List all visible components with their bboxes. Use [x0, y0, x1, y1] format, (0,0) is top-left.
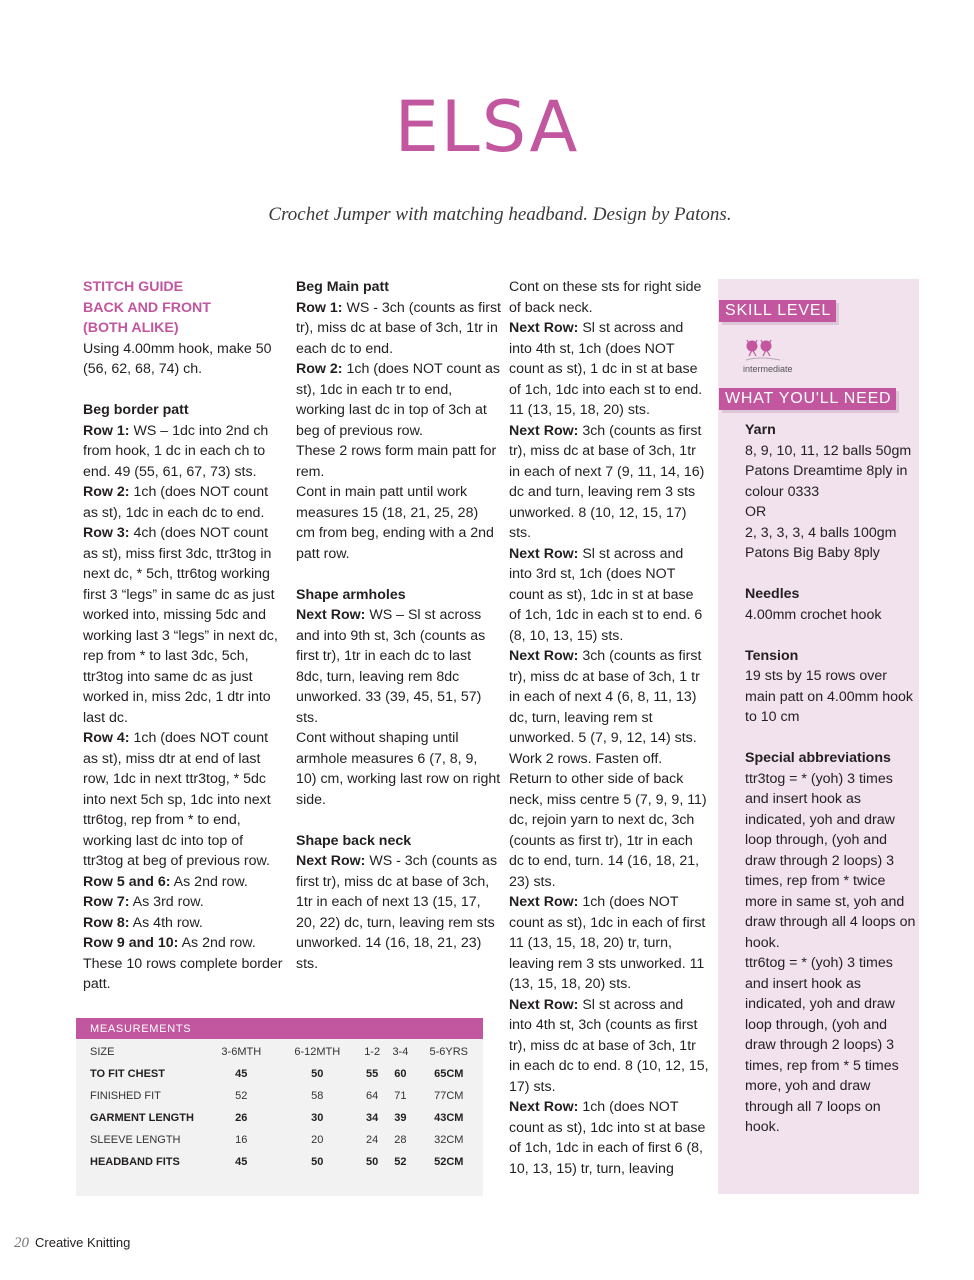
table-cell: 6-12MTH: [294, 1046, 341, 1058]
paragraph: Cont without shaping until armhole measures 6 (7, 8, 9, 10) cm, working last row on right side.: [296, 730, 501, 808]
skill-level-tab: SKILL LEVEL: [719, 300, 836, 322]
column-1: [83, 277, 283, 995]
row-instruction: [509, 318, 709, 421]
row-label: Row 2:: [296, 361, 343, 377]
needles-text: 4.00mm crochet hook: [745, 606, 882, 623]
table-row: [76, 1085, 483, 1107]
row-text: WS – 1dc into 2nd ch from hook, 1 dc in each ch to end. 49 (55, 61, 67, 73) sts.: [83, 422, 269, 480]
stitch-guide-heading: STITCH GUIDE: [83, 279, 184, 295]
table-cell: 52: [235, 1090, 248, 1102]
table-cell: 71: [394, 1090, 407, 1102]
table-row: [76, 1107, 483, 1129]
paragraph: Cont in main patt until work measures 15 (18, 21, 25, 28) cm from beg, ending with a 2nd patt row.: [296, 484, 494, 562]
row-instruction: [83, 933, 283, 954]
row-label: Row 4:: [83, 730, 130, 746]
table-cell: 30: [311, 1112, 324, 1124]
row-text: 1ch (does NOT count as st), 1dc in each dc to end.: [83, 484, 269, 521]
row-instruction: [83, 728, 283, 872]
row-label: Next Row:: [296, 607, 366, 623]
table-cell: 3-4: [392, 1046, 409, 1058]
row-instruction: [83, 913, 283, 934]
table-row: [76, 1129, 483, 1151]
measurements-heading: MEASUREMENTS: [76, 1018, 483, 1039]
yarn-or: OR: [745, 504, 767, 520]
row-instruction: [509, 1097, 709, 1179]
paragraph: These 10 rows complete border patt.: [83, 955, 283, 992]
column-3: [509, 277, 709, 1179]
section-heading: Beg border patt: [83, 402, 189, 418]
row-instruction: [296, 605, 501, 728]
row-instruction: [509, 995, 709, 1098]
row-text: 1ch (does NOT count as st), miss dtr at end of last row, 1dc in next ttr3tog, * 5dc into next 5ch sp, 1dc into next ttr6tog, rep from * to end, working last dc into top of ttr3tog at beg of previous row.: [83, 730, 271, 869]
subtitle: Crochet Jumper with matching headband. Design by Patons.: [268, 204, 732, 225]
table-cell: 20: [311, 1134, 324, 1146]
yarn-option-1: 8, 9, 10, 11, 12 balls 50gm Patons Dreamtime 8ply in colour 0333: [745, 442, 912, 500]
row-text: Sl st across and into 3rd st, 1ch (does NOT count as st), 1dc in st at base of 1ch, 1dc in each st to end. 6 (8, 10, 13, 15) sts.: [509, 545, 703, 644]
table-cell: 77CM: [434, 1090, 464, 1102]
page-title: ELSA: [394, 86, 580, 168]
table-cell: 64: [366, 1090, 379, 1102]
row-label: Row 3:: [83, 525, 130, 541]
abbreviations-heading: Special abbreviations: [745, 750, 891, 766]
row-text: WS – Sl st across and into 9th st, 3ch (counts as first tr), 1tr in each dc to last 8dc, turn, leaving rem 8dc unworked. 33 (39, 45, 51, 57) sts.: [296, 607, 486, 726]
column-2: [296, 277, 501, 974]
section-heading: Beg Main patt: [296, 279, 390, 295]
row-text: 4ch (does NOT count as st), miss first 3dc, ttr3tog in next dc, * 5ch, ttr6tog working first 3 “legs” in same dc as just worked into, missing 5dc and working last 3 “legs” in next dc, rep from * to last 3dc, 5ch, ttr3tog into same dc as just worked in, miss 2dc, 1 dtr into last dc.: [83, 525, 278, 726]
table-cell: 28: [394, 1134, 407, 1146]
both-alike-heading: (BOTH ALIKE): [83, 320, 179, 336]
row-label: Next Row:: [509, 1099, 579, 1115]
row-label: Next Row:: [296, 853, 366, 869]
row-label: Next Row:: [509, 648, 579, 664]
abbreviation-ttr6tog: ttr6tog = * (yoh) 3 times and insert hook as indicated, yoh and draw loop through, (yoh and draw through 2 loops) 3 times, rep from * 5 times more, yoh and draw through all 7 loops on hook.: [745, 955, 899, 1135]
row-text: 1ch (does NOT count as st), 1dc in each of first 11 (13, 15, 18, 20) tr, turn, leaving rem 3 sts unworked. 11 (13, 15, 18, 20) sts.: [509, 894, 706, 992]
abbreviation-ttr3tog: ttr3tog = * (yoh) 3 times and insert hook as indicated, yoh and draw loop through, (yoh and draw through 2 loops) 3 times, rep from * twice more in same st, yoh and draw through all 4 loops on hook.: [745, 770, 916, 951]
row-instruction: [296, 359, 501, 441]
table-cell: 3-6MTH: [221, 1046, 262, 1058]
row-text: 3ch (counts as first tr), miss dc at base of 3ch, 1 tr in each of next 4 (6, 8, 11, 13) dc, turn, leaving rem st unworked. 5 (7, 9, 12, 14) sts.: [509, 648, 702, 746]
table-cell: 26: [235, 1112, 248, 1124]
paragraph: These 2 rows form main patt for rem.: [296, 443, 497, 480]
row-instruction: [83, 421, 283, 483]
table-cell: 45: [235, 1156, 248, 1168]
table-cell: 39: [394, 1112, 407, 1124]
table-cell: 1-2: [364, 1046, 381, 1058]
row-text: Sl st across and into 4th st, 3ch (counts as first tr), miss dc at base of 3ch, 1tr in each dc to end. 8 (10, 12, 15, 17) sts.: [509, 996, 709, 1095]
table-cell: 34: [366, 1112, 379, 1124]
materials-list: [745, 420, 917, 1138]
row-instruction: [509, 892, 709, 995]
table-cell: 50: [311, 1156, 324, 1168]
table-cell: 43CM: [434, 1112, 464, 1124]
row-instruction: [83, 523, 283, 728]
row-text: 3ch (counts as first tr), miss dc at base of 3ch, 1tr in each of next 7 (9, 11, 14, 16) dc and turn, leaving rem 3 sts unworked. 8 (10, 12, 15, 17) sts.: [509, 422, 705, 541]
table-cell: TO FIT CHEST: [90, 1068, 165, 1080]
what-youll-need-tab: WHAT YOU'LL NEED: [719, 388, 896, 410]
row-text: As 2nd row.: [170, 873, 248, 890]
row-instruction: [83, 482, 283, 523]
section-heading: Shape armholes: [296, 586, 406, 603]
row-label: Row 9 and 10:: [83, 935, 179, 951]
row-text: As 4th row.: [129, 914, 203, 931]
intro-text: Using 4.00mm hook, make 50 (56, 62, 68, 74) ch.: [83, 340, 272, 377]
table-cell: SLEEVE LENGTH: [90, 1134, 181, 1146]
tension-text: 19 sts by 15 rows over main patt on 4.00mm hook to 10 cm: [745, 668, 913, 725]
tension-heading: Tension: [745, 647, 799, 664]
table-row: [76, 1039, 483, 1063]
row-label: Next Row:: [509, 320, 579, 336]
page-number: 20: [14, 1235, 29, 1251]
paragraph: Return to other side of back neck, miss centre 5 (7, 9, 9, 11) dc, rejoin yarn to next dc, 3ch (counts as first tr), 1tr in each dc to end, turn. 14 (16, 18, 21, 23) sts.: [509, 771, 707, 890]
row-label: Next Row:: [509, 545, 579, 562]
yarn-option-2: 2, 3, 3, 3, 4 balls 100gm Patons Big Baby 8ply: [745, 524, 897, 561]
row-text: As 2nd row.: [178, 935, 256, 951]
table-cell: 65CM: [434, 1068, 464, 1080]
table-cell: 16: [235, 1134, 248, 1146]
row-text: 1ch (does NOT count as st), 1dc into st at base of 1ch, 1dc in each of first 6 (8, 10, 13, 15) tr, turn, leaving: [509, 1099, 706, 1177]
table-cell: 50: [311, 1068, 324, 1080]
yarn-balls-icon: [744, 336, 784, 364]
back-front-heading: BACK AND FRONT: [83, 299, 211, 316]
row-instruction: [509, 421, 709, 544]
section-heading: Shape back neck: [296, 832, 412, 849]
table-cell: 5-6YRS: [429, 1046, 469, 1058]
table-cell: 58: [311, 1090, 324, 1102]
table-cell: HEADBAND FITS: [90, 1156, 180, 1168]
table-cell: 55: [366, 1068, 379, 1080]
row-label: Row 1:: [83, 422, 130, 439]
table-cell: GARMENT LENGTH: [90, 1112, 194, 1124]
row-label: Next Row:: [509, 996, 579, 1013]
table-row: [76, 1063, 483, 1085]
row-text: WS - 3ch (counts as first tr), miss dc at base of 3ch, 1tr in each of next 13 (15, 17, 20, 22) dc, turn, leaving rem sts unworked. 14 (16, 18, 21, 23) sts.: [296, 853, 498, 972]
row-label: Row 5 and 6:: [83, 873, 171, 890]
row-instruction: [509, 544, 709, 647]
row-instruction: [83, 892, 283, 913]
paragraph: Work 2 rows. Fasten off.: [509, 750, 663, 767]
table-row: [76, 1151, 483, 1173]
row-label: Next Row:: [509, 422, 579, 439]
skill-level-caption: intermediate: [743, 364, 793, 374]
row-text: WS - 3ch (counts as first tr), miss dc at base of 3ch, 1tr in each dc to end.: [296, 299, 501, 357]
row-label: Next Row:: [509, 894, 579, 910]
yarn-heading: Yarn: [745, 422, 776, 438]
table-cell: 45: [235, 1068, 248, 1080]
row-instruction: [296, 298, 501, 360]
table-cell: 32CM: [434, 1134, 464, 1146]
row-label: Row 8:: [83, 914, 130, 931]
row-label: Row 2:: [83, 484, 130, 500]
row-instruction: [509, 646, 709, 749]
table-cell: FINISHED FIT: [90, 1090, 161, 1102]
measurements-table: [76, 1018, 483, 1196]
row-instruction: [296, 851, 501, 974]
row-text: Sl st across and into 4th st, 1ch (does NOT count as st), 1 dc in st at base of 1ch, 1dc into each st to end. 11 (13, 15, 18, 20) sts.: [509, 320, 703, 418]
row-label: Row 7:: [83, 894, 130, 910]
table-cell: SIZE: [90, 1046, 115, 1058]
magazine-name: Creative Knitting: [35, 1235, 131, 1250]
table-cell: 52: [394, 1156, 407, 1168]
row-instruction: [83, 872, 283, 893]
needles-heading: Needles: [745, 586, 800, 602]
table-cell: 52CM: [434, 1156, 464, 1168]
table-cell: 50: [366, 1156, 379, 1168]
row-label: Row 1:: [296, 299, 343, 316]
paragraph: Cont on these sts for right side of back neck.: [509, 279, 702, 316]
row-text: 1ch (does NOT count as st), 1dc in each tr to end, working last dc in top of 3ch at beg of previous row.: [296, 361, 500, 439]
table-cell: 60: [394, 1068, 407, 1080]
table-cell: 24: [366, 1134, 379, 1146]
page-footer: [14, 1235, 130, 1252]
row-text: As 3rd row.: [129, 894, 204, 910]
